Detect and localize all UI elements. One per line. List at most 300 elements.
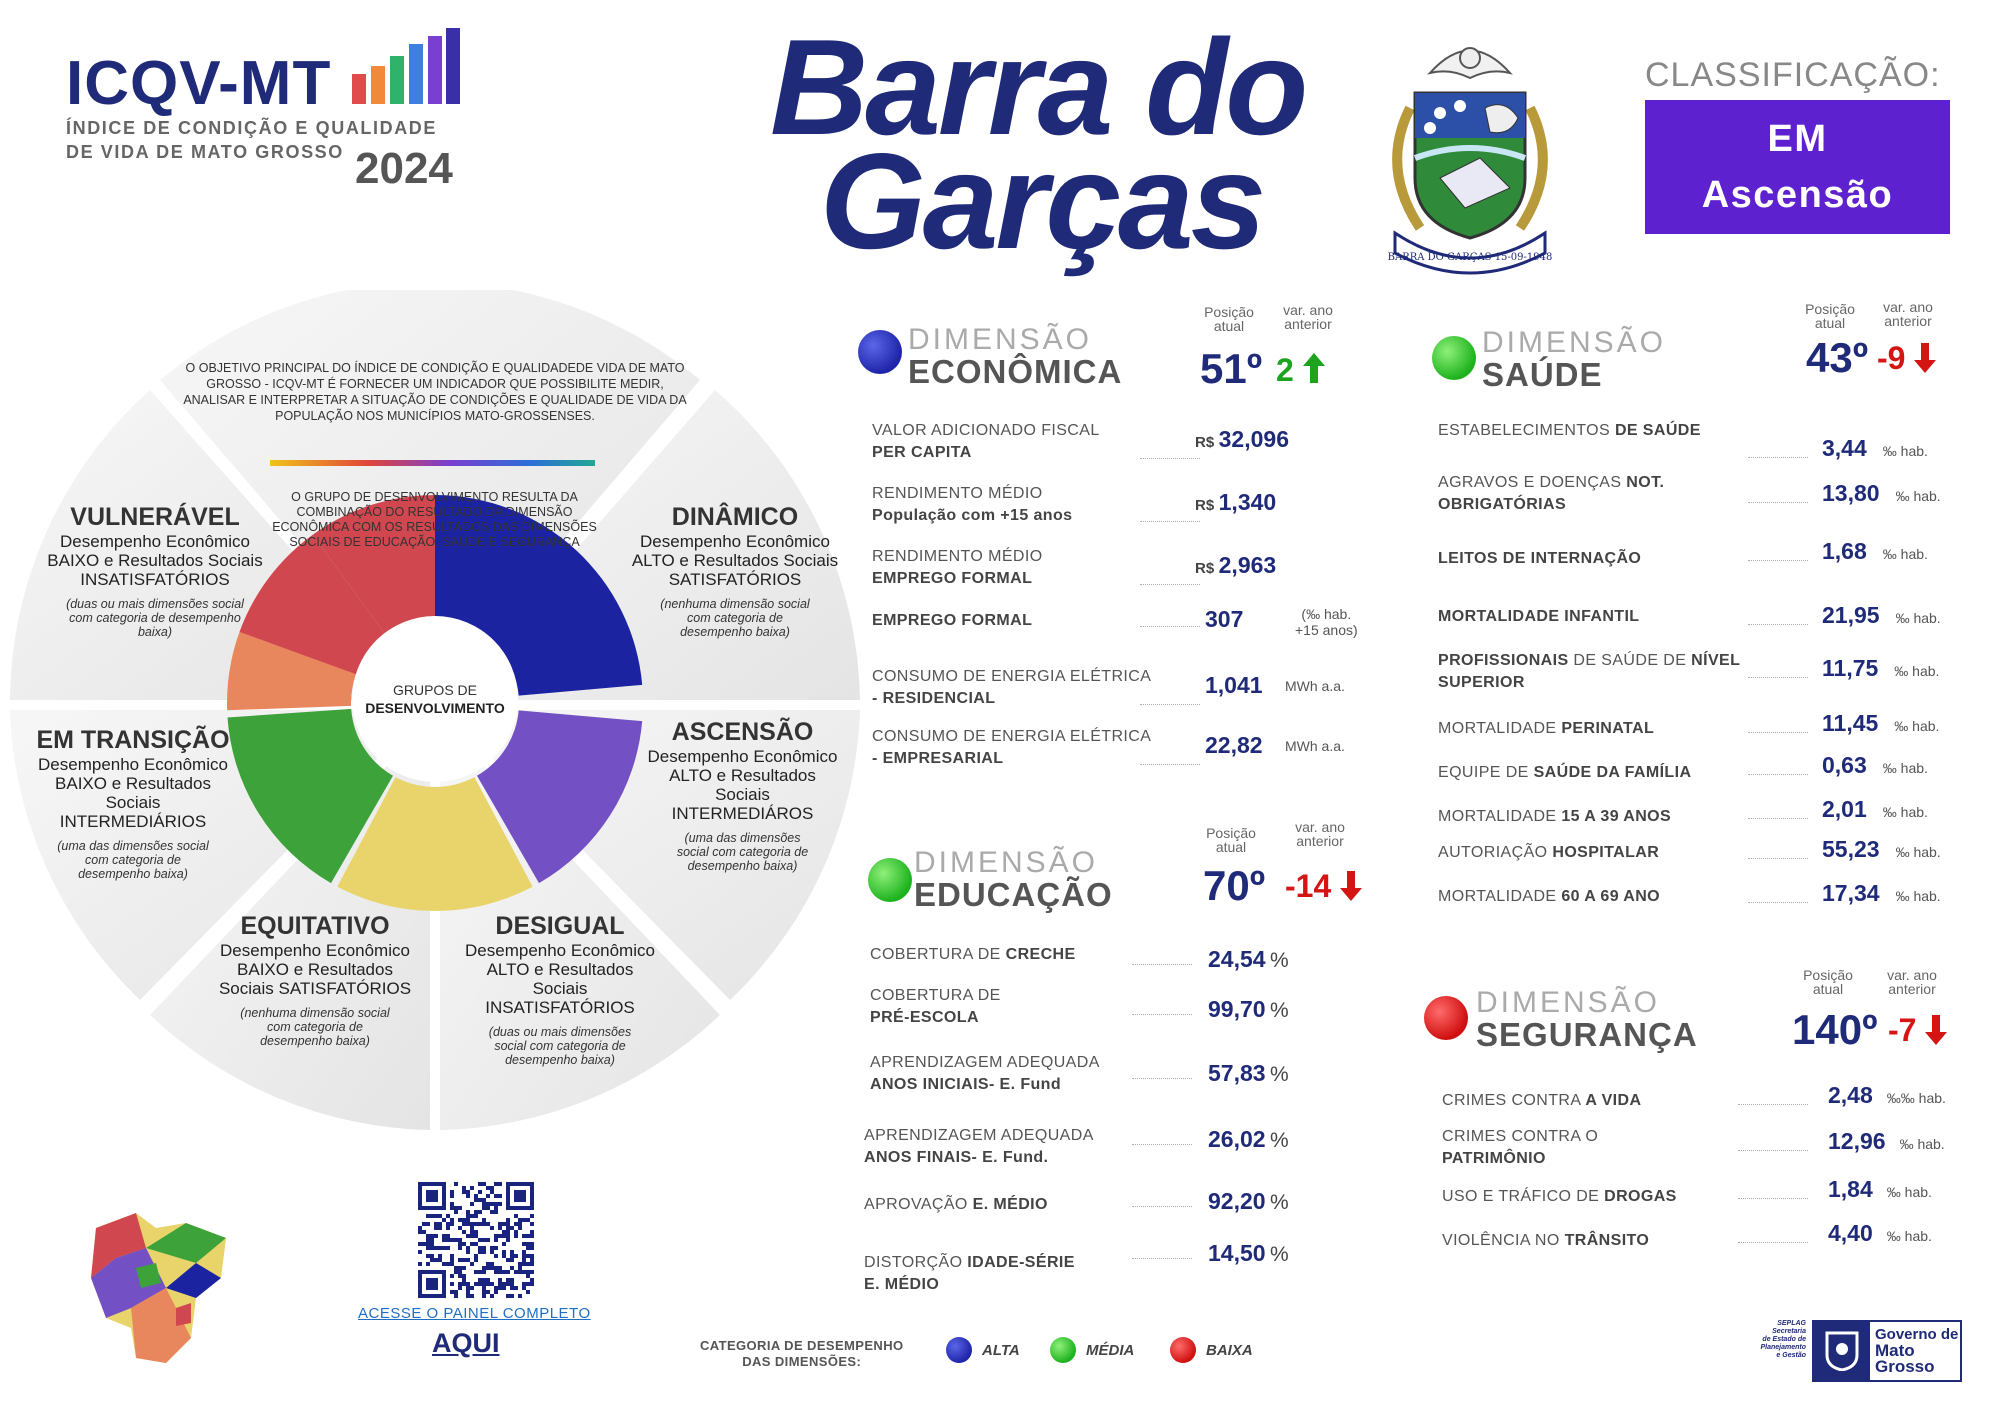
row-unit-hab: ‰ hab. [1895, 844, 1941, 860]
row-currency: R$ [1195, 434, 1215, 451]
row-value-number: 26,02 [1208, 1126, 1266, 1152]
group-ascensao-title: ASCENSÃO [671, 718, 814, 746]
educacao-row-value [1208, 946, 1289, 973]
row-label-line1 [1442, 1186, 1742, 1208]
var-hdr-1: var. ano [1887, 967, 1937, 983]
saude-row-value [1822, 480, 1941, 507]
economica-dim-prefix: DIMENSÃO [908, 323, 1093, 356]
row-unit-hab: ‰ hab. [1895, 610, 1941, 626]
row-label-line1 [872, 483, 1192, 505]
arrow-up-icon [1303, 353, 1325, 383]
group-em-transicao-desc: Desempenho Econômico BAIXO e Resultados Sociais INTERMEDIÁRIOS [38, 755, 228, 831]
row-value-number: 24,54 [1208, 946, 1266, 972]
row-label-a: CONSUMO DE ENERGIA ELÉTRICA [872, 668, 1152, 685]
row-value-number: 307 [1205, 606, 1244, 632]
educacao-row-label [870, 944, 1190, 966]
row-value-number: 17,34 [1822, 880, 1880, 906]
row-label-b: E. MÉDIO [972, 1196, 1048, 1213]
row-unit-hab: ‰ hab. [1882, 760, 1928, 776]
var-hdr-2: anterior [1284, 316, 1332, 332]
row-label-a: AUTORIAÇÃO [1438, 844, 1548, 861]
row-value-number: 2,963 [1218, 552, 1277, 578]
row-unit-hab: ‰ hab. [1886, 1184, 1932, 1200]
acesse-painel-link[interactable]: ACESSE O PAINEL COMPLETO [358, 1305, 591, 1322]
row-label-line1 [1438, 718, 1778, 740]
classification-badge [1645, 100, 1950, 234]
group-desigual-desc: Desempenho Econômico ALTO e Resultados Sociais INSATISFATÓRIOS [465, 941, 655, 1017]
arrow-down-icon [1914, 343, 1936, 373]
dotted-leader [1140, 521, 1200, 522]
row-unit-hab: ‰ hab. [1882, 443, 1928, 459]
row-label-c: OBRIGATÓRIAS [1438, 496, 1567, 513]
seguranca-row-label [1442, 1186, 1742, 1208]
economica-row-unit [1285, 738, 1345, 754]
row-value-number: 2,48 [1828, 1082, 1873, 1108]
seguranca-row-value [1828, 1128, 1945, 1155]
row-label-line1 [1438, 548, 1778, 570]
pos-hdr-2: atual [1215, 839, 1247, 855]
seguranca-dim-prefix: DIMENSÃO [1476, 986, 1661, 1019]
seguranca-row-value [1828, 1220, 1932, 1247]
economica-row-value [1205, 672, 1263, 699]
row-label-b: PERINATAL [1561, 720, 1655, 737]
row-label-line1 [1438, 806, 1778, 828]
dotted-leader [1132, 1206, 1192, 1207]
pos-hdr-1: Posição [1206, 825, 1256, 841]
economica-category-dot [858, 330, 902, 374]
classification-line1: EM [1767, 118, 1828, 160]
economica-row-value [1205, 732, 1263, 759]
row-value-number: 1,68 [1822, 538, 1867, 564]
dotted-leader [1748, 560, 1808, 561]
row-label-b: LEITOS DE INTERNAÇÃO [1438, 550, 1642, 567]
dotted-leader [1140, 626, 1200, 627]
educacao-row-value [1208, 1240, 1289, 1267]
economica-pos-header [1194, 305, 1264, 333]
row-label-line2 [864, 1147, 1184, 1169]
row-label-line1 [1438, 650, 1778, 672]
row-value-number: 1,041 [1205, 672, 1263, 698]
row-label-line2 [1442, 1148, 1742, 1170]
row-label-c: E. MÉDIO [864, 1276, 940, 1293]
legend-alta-dot [946, 1337, 972, 1363]
row-label-b: SAÚDE DA FAMÍLIA [1533, 764, 1692, 781]
seguranca-row-label [1442, 1230, 1742, 1252]
row-unit-hab: ‰ hab. [1899, 1136, 1945, 1152]
seplag-line1: SEPLAG [1777, 1320, 1806, 1327]
saude-row-label [1438, 548, 1778, 570]
educacao-row-label [864, 1194, 1184, 1216]
row-label-a: APRENDIZAGEM ADEQUADA [870, 1054, 1100, 1071]
saude-variation [1877, 340, 1936, 377]
row-unit-line1: MWh a.a. [1285, 678, 1345, 694]
economica-position: 51º [1200, 345, 1263, 392]
dotted-leader [1132, 1078, 1192, 1079]
group-vulneravel [40, 503, 270, 639]
row-unit-percent: % [1270, 949, 1289, 972]
row-label-a: CRIMES CONTRA [1442, 1092, 1581, 1109]
row-unit-hab: ‰ hab. [1894, 718, 1940, 734]
governo-crest-icon [1814, 1322, 1870, 1380]
row-label-line1 [864, 1252, 1184, 1274]
row-label-a: MORTALIDADE [1438, 720, 1557, 737]
group-vulneravel-desc: Desempenho Econômico BAIXO e Resultados Sociais INSATISFATÓRIOS [47, 532, 263, 589]
row-label-line1 [1438, 606, 1778, 628]
educacao-row-label [870, 985, 1190, 1029]
row-label-line1 [872, 726, 1192, 748]
pos-hdr-2: atual [1812, 981, 1844, 997]
group-equitativo-desc: Desempenho Econômico BAIXO e Resultados Sociais SATISFATÓRIOS [218, 941, 412, 998]
row-label-b: DE SAÚDE DE [1573, 652, 1687, 669]
dotted-leader [1738, 1242, 1808, 1243]
group-desigual [445, 912, 675, 1067]
governo-line3: Grosso [1875, 1357, 1935, 1376]
group-vulneravel-title: VULNERÁVEL [70, 503, 240, 531]
seguranca-category-dot [1424, 996, 1468, 1040]
group-em-transicao [18, 726, 248, 881]
row-value-number: 22,82 [1205, 732, 1263, 758]
row-unit-percent: % [1270, 1243, 1289, 1266]
economica-title: ECONÔMICA [908, 353, 1123, 390]
row-unit-hab: ‰ hab. [1895, 488, 1941, 504]
group-equitativo-title: EQUITATIVO [240, 912, 390, 940]
row-label-line2 [864, 1274, 1184, 1296]
seguranca-row-label [1442, 1090, 1742, 1112]
seguranca-variation-value: -7 [1888, 1012, 1917, 1048]
dotted-leader [1748, 902, 1808, 903]
seguranca-row-label [1442, 1126, 1742, 1170]
qr-code-icon[interactable] [418, 1182, 534, 1298]
row-label-a: PROFISSIONAIS [1438, 652, 1569, 669]
educacao-row-label [864, 1125, 1184, 1169]
dotted-leader [1748, 457, 1808, 458]
dotted-leader [1140, 704, 1200, 705]
city-crest-icon [1370, 28, 1570, 278]
saude-row-label [1438, 886, 1778, 908]
group-em-transicao-note: (uma das dimensões social com categoria de desempenho baixa) [57, 839, 209, 881]
economica-row-unit [1295, 606, 1358, 638]
row-unit-line2: +15 anos) [1295, 622, 1358, 638]
dotted-leader [1132, 1144, 1192, 1145]
row-currency: R$ [1195, 497, 1215, 514]
row-label-b: TRÂNSITO [1564, 1232, 1650, 1249]
row-label-a: RENDIMENTO MÉDIO [872, 548, 1043, 565]
dotted-leader [1140, 458, 1200, 459]
aqui-link[interactable]: AQUI [432, 1328, 500, 1358]
group-ascensao-desc: Desempenho Econômico ALTO e Resultados Sociais INTERMEDIÁROS [647, 747, 838, 823]
row-label-a: APROVAÇÃO [864, 1196, 968, 1213]
row-label-line1 [1442, 1090, 1742, 1112]
var-hdr-1: var. ano [1883, 299, 1933, 315]
row-label-b: DE SAÚDE [1614, 422, 1701, 439]
logo-bars-icon [352, 28, 460, 104]
dotted-leader [1748, 732, 1808, 733]
row-value-number: 55,23 [1822, 836, 1880, 862]
dotted-leader [1132, 964, 1192, 965]
row-label-a: AGRAVOS E DOENÇAS [1438, 474, 1622, 491]
row-unit-hab: ‰‰ hab. [1886, 1090, 1946, 1106]
row-label-b: NOT. [1626, 474, 1665, 491]
seguranca-variation [1888, 1012, 1947, 1049]
row-label-b: - EMPRESARIAL [872, 750, 1004, 767]
row-label-line1 [870, 944, 1190, 966]
legend-alta [946, 1337, 1020, 1363]
row-label-b: CRECHE [1005, 946, 1076, 963]
row-label-b: ANOS INICIAIS- E. Fund [870, 1076, 1062, 1093]
dotted-leader [1132, 1014, 1192, 1015]
seguranca-pos-header [1793, 968, 1863, 996]
educacao-variation [1285, 868, 1362, 905]
city-name-line1: Barra do [770, 11, 1306, 163]
classification-label: CLASSIFICAÇÃO: [1645, 56, 1941, 94]
row-label-line1 [1438, 842, 1778, 864]
legend-title [700, 1338, 904, 1370]
dotted-leader [1748, 858, 1808, 859]
row-value-number: 57,83 [1208, 1060, 1266, 1086]
row-label-b: EMPREGO FORMAL [872, 570, 1033, 587]
row-value-number: 0,63 [1822, 752, 1867, 778]
dotted-leader [1748, 818, 1808, 819]
row-unit-percent: % [1270, 1129, 1289, 1152]
educacao-row-value [1208, 996, 1289, 1023]
row-unit-hab: ‰ hab. [1886, 1228, 1932, 1244]
row-unit-line1: (‰ hab. [1301, 606, 1352, 622]
var-hdr-2: anterior [1884, 313, 1932, 329]
saude-dim-prefix: DIMENSÃO [1482, 326, 1667, 359]
row-value-number: 11,75 [1822, 655, 1879, 681]
hub-line2: DESENVOLVIMENTO [365, 700, 505, 716]
seplag-line3: de Estado de [1762, 1336, 1806, 1343]
group-dinamico-title: DINÂMICO [671, 503, 799, 531]
row-label-line2 [1438, 494, 1778, 516]
row-label-line2 [870, 1007, 1190, 1029]
saude-pos-header [1795, 302, 1865, 330]
group-dinamico-desc: Desempenho Econômico ALTO e Resultados Sociais SATISFATÓRIOS [631, 532, 839, 589]
row-label-line1 [864, 1194, 1184, 1216]
row-value-number: 14,50 [1208, 1240, 1266, 1266]
row-label-line1 [872, 546, 1192, 568]
group-desigual-title: DESIGUAL [495, 912, 625, 940]
educacao-row-value [1208, 1188, 1289, 1215]
governo-text [1870, 1327, 1958, 1375]
economica-row-unit [1285, 678, 1345, 694]
group-em-transicao-title: EM TRANSIÇÃO [36, 726, 230, 754]
row-label-line1 [870, 985, 1190, 1007]
row-label-a: MORTALIDADE [1438, 808, 1557, 825]
row-value-number: 3,44 [1822, 435, 1867, 461]
legend-title-line1: CATEGORIA DE DESEMPENHO [700, 1338, 904, 1353]
classification-line2: Ascensão [1701, 174, 1894, 216]
row-unit-line1: MWh a.a. [1285, 738, 1345, 754]
row-label-b: ANOS FINAIS- E. Fund. [864, 1149, 1049, 1166]
row-label-b: PRÉ-ESCOLA [870, 1009, 979, 1026]
seplag-line2: Secretaria [1772, 1328, 1806, 1335]
row-label-b: HOSPITALAR [1552, 844, 1660, 861]
row-label-line1 [872, 666, 1192, 688]
governo-mt-logo [1812, 1320, 1962, 1382]
row-label-a: EQUIPE DE [1438, 764, 1529, 781]
pos-hdr-2: atual [1814, 315, 1846, 331]
row-unit-hab: ‰ hab. [1882, 546, 1928, 562]
row-value-number: 12,96 [1828, 1128, 1886, 1154]
row-unit-percent: % [1270, 999, 1289, 1022]
row-label-a: CRIMES CONTRA O [1442, 1128, 1599, 1145]
seguranca-var-header [1874, 968, 1950, 996]
seguranca-title: SEGURANÇA [1476, 1016, 1698, 1053]
row-label-a: COBERTURA DE [870, 946, 1001, 963]
row-unit-hab: ‰ hab. [1894, 663, 1940, 679]
economica-row-value [1195, 552, 1276, 579]
row-label-line1 [872, 420, 1192, 442]
row-unit-percent: % [1270, 1063, 1289, 1086]
row-label-line2 [872, 610, 1192, 632]
saude-row-label [1438, 606, 1778, 628]
row-label-line2 [872, 442, 1192, 464]
group-ascensao [645, 718, 840, 873]
row-currency: R$ [1195, 560, 1215, 577]
educacao-position: 70º [1203, 862, 1266, 909]
pos-hdr-1: Posição [1805, 301, 1855, 317]
logo-subtitle-line2: DE VIDA DE MATO GROSSO [66, 142, 344, 162]
row-label-line1 [870, 1052, 1190, 1074]
saude-row-value [1822, 710, 1939, 737]
row-label-line2 [872, 568, 1192, 590]
var-hdr-2: anterior [1296, 833, 1344, 849]
row-value-number: 11,45 [1822, 710, 1879, 736]
group-desigual-note: (duas ou mais dimensões social com categoria de desempenho baixa) [488, 1025, 632, 1067]
saude-row-label [1438, 650, 1778, 694]
dotted-leader [1748, 677, 1808, 678]
legend-baixa [1170, 1337, 1253, 1363]
educacao-dim-prefix: DIMENSÃO [914, 846, 1099, 879]
saude-category-dot [1432, 336, 1476, 380]
dotted-leader [1140, 764, 1200, 765]
saude-variation-value: -9 [1877, 340, 1906, 376]
row-label-a: DISTORÇÃO [864, 1254, 963, 1271]
var-hdr-1: var. ano [1295, 819, 1345, 835]
row-label-a: VIOLÊNCIA NO [1442, 1232, 1560, 1249]
educacao-category-dot [868, 858, 912, 902]
educacao-row-value [1208, 1126, 1289, 1153]
row-label-a: RENDIMENTO MÉDIO [872, 485, 1043, 502]
row-label-a: ESTABELECIMENTOS [1438, 422, 1611, 439]
row-label-b: EMPREGO FORMAL [872, 612, 1033, 629]
row-label-line2 [872, 688, 1192, 710]
row-value-number: 4,40 [1828, 1220, 1873, 1246]
row-label-b: PER CAPITA [872, 444, 972, 461]
seguranca-position: 140º [1792, 1006, 1878, 1053]
objective-text: O OBJETIVO PRINCIPAL DO ÍNDICE DE CONDIÇÃO E QUALIDADEDE VIDA DE MATO GROSSO - ICQV-MT É FORNECER UM INDICADOR QUE POSSIBILITE MEDIR, ANALISAR E INTERPRETAR A SITUAÇÃO DE CONDIÇÕES E QUALIDADE DE VIDA DA POPULAÇÃO NOS MUNICÍPIOS MATO-GROSSENSES. [183, 361, 687, 423]
group-equitativo [205, 912, 425, 1048]
dotted-leader [1748, 774, 1808, 775]
legend-media [1050, 1337, 1134, 1363]
governo-line2: Mato [1875, 1341, 1915, 1360]
seguranca-heading [1476, 988, 1698, 1052]
row-value-number: 32,096 [1218, 426, 1289, 452]
dotted-leader [1738, 1198, 1808, 1199]
group-ascensao-note: (uma das dimensões social com categoria de desempenho baixa) [676, 831, 809, 873]
saude-title: SAÚDE [1482, 356, 1603, 393]
wheel-hub [352, 616, 518, 782]
row-label-b: População com +15 anos [872, 507, 1073, 524]
dotted-leader [1738, 1104, 1808, 1105]
saude-row-value [1822, 880, 1941, 907]
row-label-a: CONSUMO DE ENERGIA ELÉTRICA [872, 728, 1152, 745]
dotted-leader [1140, 584, 1200, 585]
row-label-d: SUPERIOR [1438, 674, 1525, 691]
dotted-leader [1748, 624, 1808, 625]
row-label-line2 [1438, 672, 1778, 694]
row-value-number: 92,20 [1208, 1188, 1266, 1214]
legend-baixa-dot [1170, 1337, 1196, 1363]
seplag-line5: e Gestão [1776, 1352, 1806, 1359]
saude-row-value [1822, 836, 1941, 863]
row-label-a: COBERTURA DE [870, 987, 1001, 1004]
rainbow-divider [270, 460, 595, 466]
educacao-row-label [870, 1052, 1190, 1096]
row-label-b: DROGAS [1604, 1188, 1677, 1205]
var-hdr-1: var. ano [1283, 302, 1333, 318]
row-label-line1 [1442, 1126, 1742, 1148]
educacao-pos-header [1196, 826, 1266, 854]
row-label-b: 60 A 69 ANO [1561, 888, 1661, 905]
dotted-leader [1748, 502, 1808, 503]
row-label-line2 [872, 748, 1192, 770]
saude-position: 43º [1806, 334, 1869, 381]
saude-row-value [1822, 602, 1941, 629]
row-label-b: - RESIDENCIAL [872, 690, 996, 707]
saude-row-label [1438, 842, 1778, 864]
row-label-line2 [872, 505, 1192, 527]
logo-year: 2024 [355, 144, 453, 193]
row-value-number: 13,80 [1822, 480, 1880, 506]
row-label-a: VALOR ADICIONADO FISCAL [872, 422, 1100, 439]
city-name [770, 11, 1306, 277]
row-value-number: 1,340 [1218, 489, 1277, 515]
saude-heading [1482, 328, 1666, 392]
pos-hdr-1: Posição [1803, 967, 1853, 983]
legend-title-line2: DAS DIMENSÕES: [742, 1354, 862, 1369]
saude-row-value [1822, 752, 1928, 779]
row-label-line1 [1442, 1230, 1742, 1252]
saude-row-label [1438, 762, 1778, 784]
economica-row-label [872, 610, 1192, 632]
seplag-logo [1752, 1320, 1806, 1360]
row-label-line1 [1438, 886, 1778, 908]
pos-hdr-1: Posição [1204, 304, 1254, 320]
legend-media-label: MÉDIA [1086, 1341, 1135, 1359]
row-label-a: MORTALIDADE [1438, 888, 1557, 905]
row-unit-hab: ‰ hab. [1882, 804, 1928, 820]
saude-row-value [1822, 435, 1928, 462]
row-label-line1 [1438, 420, 1778, 442]
logo-subtitle-line1: ÍNDICE DE CONDIÇÃO E QUALIDADE [66, 118, 438, 138]
logo-title: ICQV-MT [66, 49, 332, 118]
saude-row-label [1438, 806, 1778, 828]
row-label-line1 [1438, 472, 1778, 494]
group-equitativo-note: (nenhuma dimensão social com categoria de desempenho baixa) [240, 1006, 390, 1048]
educacao-title: EDUCAÇÃO [914, 876, 1113, 913]
mato-grosso-map-icon [76, 1208, 236, 1368]
var-hdr-2: anterior [1888, 981, 1936, 997]
saude-row-label [1438, 718, 1778, 740]
row-label-a: APRENDIZAGEM ADEQUADA [864, 1127, 1094, 1144]
saude-row-label [1438, 420, 1778, 442]
economica-heading [908, 325, 1122, 389]
row-label-b: A VIDA [1585, 1092, 1642, 1109]
dotted-leader [1132, 1258, 1192, 1259]
city-name-line2: Garças [820, 125, 1264, 277]
